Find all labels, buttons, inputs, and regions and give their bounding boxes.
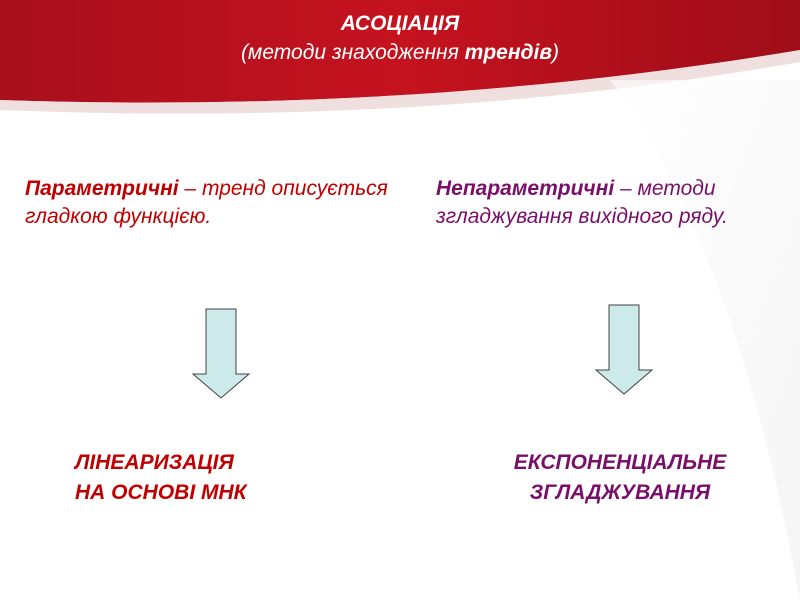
linearization-line1: ЛІНЕАРИЗАЦІЯ [75,451,234,474]
exponential-smoothing-result [470,448,770,508]
down-arrow-icon [191,308,251,400]
smoothing-line2: ЗГЛАДЖУВАННЯ [529,481,711,504]
smoothing-line1: ЕКСПОНЕНЦІАЛЬНЕ [513,451,727,474]
nonparametric-description [436,175,800,231]
title-heading: АСОЦІАЦІЯ [340,12,460,35]
linearization-result [75,448,247,508]
subtitle-suffix: ) [552,41,560,64]
subtitle-prefix: (методи знаходження [240,41,465,64]
parametric-term: Параметричні [25,177,179,200]
parametric-text: – тренд описується гладкою функцією. [25,177,388,228]
down-arrow-icon [594,304,654,396]
nonparametric-term: Непараметричні [436,177,615,200]
nonparametric-text: – методи згладжування вихідного ряду. [436,177,728,228]
parametric-description [25,175,420,231]
subtitle-bold: трендів [464,41,553,64]
linearization-line2: НА ОСНОВІ МНК [75,481,247,504]
slide-title [0,10,800,68]
title-subtitle [0,38,800,68]
